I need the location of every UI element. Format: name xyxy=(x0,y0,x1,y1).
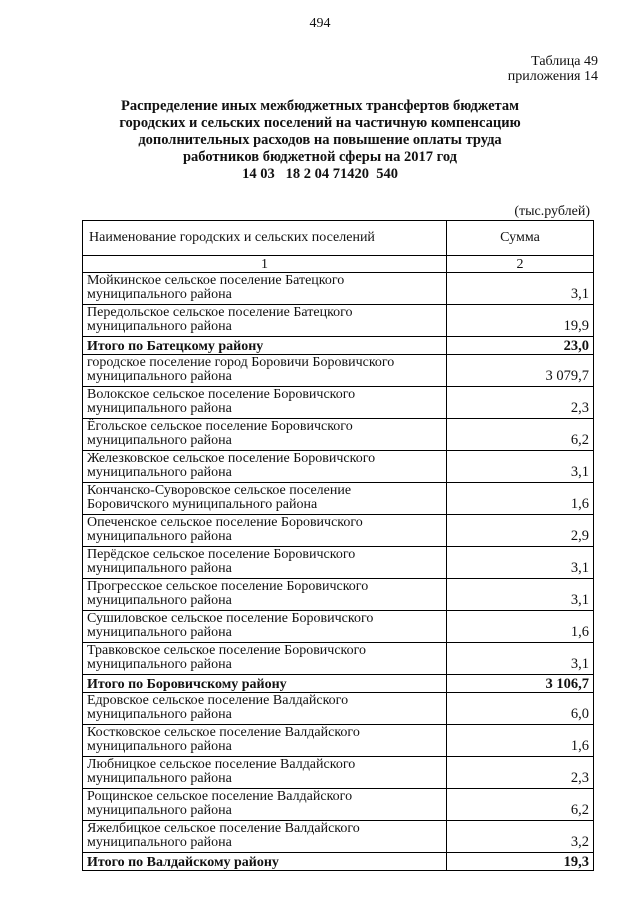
table-row xyxy=(83,643,594,675)
table-row xyxy=(83,725,594,757)
settlement-name-line-2: муниципального района xyxy=(87,464,232,480)
table-row xyxy=(83,821,594,853)
settlement-name xyxy=(83,821,447,853)
title-line-1: Распределение иных межбюджетных трансфертов бюджетам xyxy=(121,98,519,114)
settlement-name-line-2: муниципального района xyxy=(87,834,232,850)
table-row xyxy=(83,579,594,611)
settlement-name-line-1: Ёгольское сельское поселение Боровичского xyxy=(87,419,353,434)
title-line-4: работников бюджетной сферы на 2017 год xyxy=(182,149,458,165)
settlement-name xyxy=(83,579,447,611)
table-row xyxy=(83,547,594,579)
table-row xyxy=(83,419,594,451)
table-row xyxy=(83,451,594,483)
settlement-name-line-2: муниципального района xyxy=(87,738,232,754)
table-row xyxy=(83,305,594,337)
settlement-name-line-1: Сушиловское сельское поселение Боровичского xyxy=(87,611,374,626)
settlement-name xyxy=(83,305,447,337)
settlement-name xyxy=(83,451,447,483)
settlement-sum: 1,6 xyxy=(447,611,594,643)
total-sum: 19,3 xyxy=(447,853,594,871)
units-label: (тыс.рублей) xyxy=(514,204,590,219)
settlement-sum: 6,0 xyxy=(447,693,594,725)
total-sum: 23,0 xyxy=(447,337,594,355)
settlement-name-line-1: Любницкое сельское поселение Валдайского xyxy=(87,757,356,772)
settlement-sum: 2,3 xyxy=(447,757,594,789)
settlement-name-line-1: Костковское сельское поселение Валдайского xyxy=(87,725,360,740)
settlement-name-line-1: Волокское сельское поселение Боровичского xyxy=(87,387,356,402)
table-row xyxy=(83,515,594,547)
settlement-name-line-2: муниципального района xyxy=(87,528,232,544)
transfers-table xyxy=(82,220,594,871)
settlement-name-line-1: Едровское сельское поселение Валдайского xyxy=(87,693,349,708)
settlement-sum: 3 079,7 xyxy=(447,355,594,387)
total-label: Итого по Боровичскому району xyxy=(83,675,447,693)
page-number: 494 xyxy=(309,16,331,31)
settlement-sum: 3,1 xyxy=(447,579,594,611)
table-row xyxy=(83,355,594,387)
settlement-name-line-1: Рощинское сельское поселение Валдайского xyxy=(87,789,353,804)
table-row xyxy=(83,789,594,821)
settlement-name-line-2: муниципального района xyxy=(87,624,232,640)
settlement-name xyxy=(83,387,447,419)
settlement-name xyxy=(83,693,447,725)
document-title xyxy=(80,98,560,183)
settlement-name-line-1: Опеченское сельское поселение Боровичского xyxy=(87,515,363,530)
settlement-name-line-1: Перёдское сельское поселение Боровичского xyxy=(87,547,356,562)
column-number-1: 1 xyxy=(83,256,447,273)
settlement-name-line-2: муниципального района xyxy=(87,560,232,576)
settlement-name-line-2: муниципального района xyxy=(87,368,232,384)
settlement-name xyxy=(83,725,447,757)
total-sum: 3 106,7 xyxy=(447,675,594,693)
table-header-row xyxy=(83,221,594,256)
settlement-sum: 3,1 xyxy=(447,451,594,483)
total-row xyxy=(83,853,594,871)
settlement-name-line-1: Кончанско-Суворовское сельское поселение xyxy=(87,483,352,498)
settlement-name-line-2: муниципального района xyxy=(87,656,232,672)
table-row xyxy=(83,483,594,515)
title-line-2: городских и сельских поселений на частичную компенсацию xyxy=(119,115,521,131)
settlement-name xyxy=(83,547,447,579)
settlement-name xyxy=(83,273,447,305)
settlement-name-line-1: городское поселение город Боровичи Боровичского xyxy=(87,355,395,370)
settlement-sum: 19,9 xyxy=(447,305,594,337)
total-label: Итого по Валдайскому району xyxy=(83,853,447,871)
header-name: Наименование городских и сельских поселений xyxy=(83,221,447,256)
settlement-name-line-1: Мойкинское сельское поселение Батецкого xyxy=(87,273,345,288)
settlement-name-line-1: Железковское сельское поселение Боровичского xyxy=(87,451,376,466)
settlement-name-line-2: муниципального района xyxy=(87,318,232,334)
table-reference xyxy=(508,54,598,84)
settlement-name xyxy=(83,419,447,451)
settlement-name xyxy=(83,757,447,789)
settlement-name-line-2: муниципального района xyxy=(87,706,232,722)
settlement-sum: 3,2 xyxy=(447,821,594,853)
settlement-sum: 2,3 xyxy=(447,387,594,419)
table-row xyxy=(83,693,594,725)
column-number-row xyxy=(83,256,594,273)
settlement-name-line-2: муниципального района xyxy=(87,770,232,786)
settlement-name-line-1: Прогресское сельское поселение Боровичского xyxy=(87,579,369,594)
header-sum: Сумма xyxy=(447,221,594,256)
total-label: Итого по Батецкому району xyxy=(83,337,447,355)
settlement-name xyxy=(83,515,447,547)
settlement-sum: 1,6 xyxy=(447,483,594,515)
settlement-name-line-2: муниципального района xyxy=(87,592,232,608)
settlement-sum: 3,1 xyxy=(447,547,594,579)
table-ref-line-1: Таблица 49 xyxy=(531,54,598,69)
table-ref-line-2: приложения 14 xyxy=(507,69,598,84)
table-row xyxy=(83,387,594,419)
settlement-name xyxy=(83,611,447,643)
settlement-sum: 1,6 xyxy=(447,725,594,757)
title-line-3: дополнительных расходов на повышение оплаты труда xyxy=(138,132,502,148)
table-row xyxy=(83,611,594,643)
total-row xyxy=(83,337,594,355)
settlement-name xyxy=(83,483,447,515)
total-row xyxy=(83,675,594,693)
settlement-name xyxy=(83,789,447,821)
settlement-name xyxy=(83,643,447,675)
settlement-name-line-1: Травковское сельское поселение Боровичского xyxy=(87,643,367,658)
settlement-name-line-2: муниципального района xyxy=(87,802,232,818)
budget-classification-code: 14 03 18 2 04 71420 540 xyxy=(242,166,398,182)
settlement-name-line-2: муниципального района xyxy=(87,432,232,448)
settlement-name-line-1: Передольское сельское поселение Батецкого xyxy=(87,305,353,320)
settlement-name xyxy=(83,355,447,387)
settlement-name-line-1: Яжелбицкое сельское поселение Валдайского xyxy=(87,821,360,836)
settlement-sum: 2,9 xyxy=(447,515,594,547)
settlement-sum: 6,2 xyxy=(447,419,594,451)
settlement-name-line-2: муниципального района xyxy=(87,400,232,416)
table-row xyxy=(83,757,594,789)
settlement-name-line-2: Боровичского муниципального района xyxy=(87,496,318,512)
settlement-name-line-2: муниципального района xyxy=(87,286,232,302)
column-number-2: 2 xyxy=(447,256,594,273)
table-row xyxy=(83,273,594,305)
settlement-sum: 6,2 xyxy=(447,789,594,821)
settlement-sum: 3,1 xyxy=(447,273,594,305)
settlement-sum: 3,1 xyxy=(447,643,594,675)
